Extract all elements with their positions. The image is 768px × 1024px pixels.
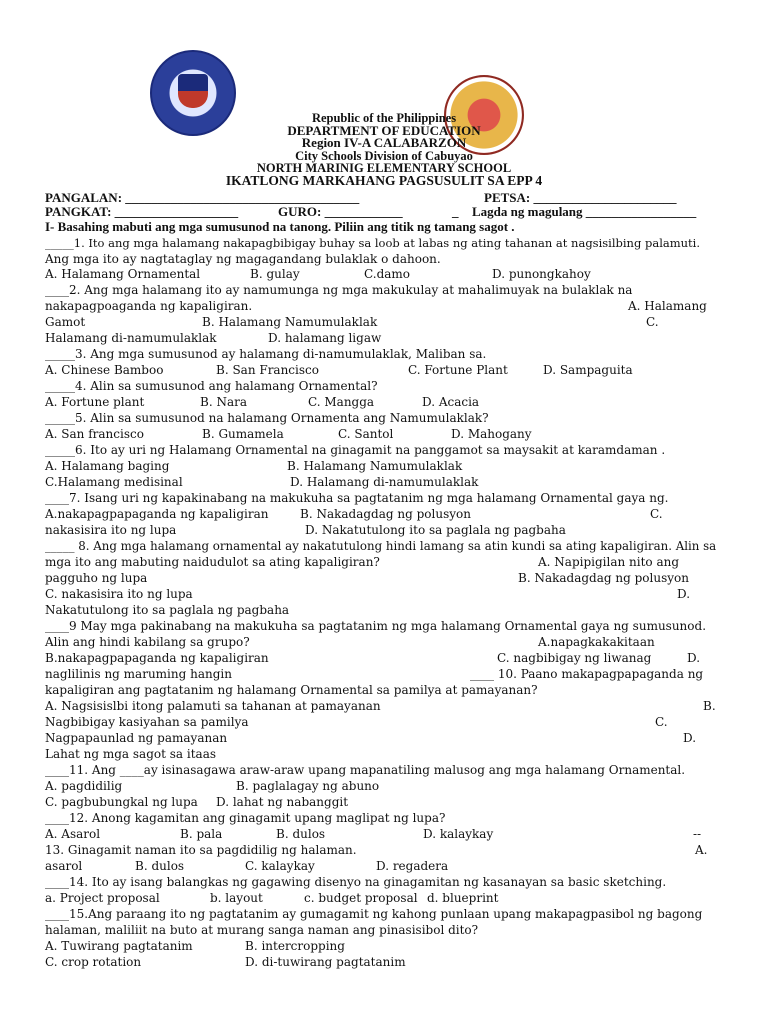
q10-choice-d2: Lahat ng mga sagot sa itaas xyxy=(45,747,217,761)
q7-choice-b: B. Nakadagdag ng polusyon xyxy=(300,507,471,521)
q10-choice-d1: D. xyxy=(683,731,697,745)
q2-line1: ____2. Ang mga halamang ito ay namumunga ng mga makukulay at mahalimuyak na bulaklak na xyxy=(45,283,633,297)
q7-choice-d: D. Nakatutulong ito sa paglala ng pagbaha xyxy=(305,523,566,537)
q4-choice-c: C. Mangga xyxy=(308,395,375,409)
q10-choice-a: A. Nagsisislbi itong palamuti sa tahanan at pamayanan xyxy=(45,699,381,713)
q3-choice-c: C. Fortune Plant xyxy=(408,363,508,377)
q11-choice-b: B. paglalagay ng abuno xyxy=(236,779,380,793)
q4-line1: _____4. Alin sa sumusunod ang halamang Ornamental? xyxy=(45,379,378,393)
division-line: City Schools Division of Cabuyao xyxy=(295,148,473,163)
q8-choice-c: C. nakasisira ito ng lupa xyxy=(45,587,193,601)
q2-choice-a1: A. Halamang xyxy=(628,299,707,313)
q13-choice-d: D. regadera xyxy=(376,859,449,873)
q2-choice-a2: Gamot xyxy=(45,315,86,329)
q15-choice-b: B. intercropping xyxy=(245,939,345,953)
q14-choice-a: a. Project proposal xyxy=(45,891,160,905)
q12-choice-c: B. dulos xyxy=(276,827,326,841)
q8-choice-d2: Nakatutulong ito sa paglala ng pagbaha xyxy=(45,603,290,617)
q5-choice-a: A. San francisco xyxy=(45,427,144,441)
q12-choice-d: D. kalaykay xyxy=(423,827,494,841)
q1-line1: _____1. Ito ang mga halamang nakapagbibigay buhay sa loob at labas ng ating tahanan at nagsisilbing palamuti. xyxy=(45,236,701,250)
q2-choice-b: B. Halamang Namumulaklak xyxy=(202,315,378,329)
q13-choice-b: B. dulos xyxy=(135,859,185,873)
q5-line1: _____5. Alin sa sumusunod na halamang Ornamenta ang Namumulaklak? xyxy=(45,411,489,425)
q1-choice-a: A. Halamang Ornamental xyxy=(45,267,201,281)
q12-choice-a: A. Asarol xyxy=(45,827,101,841)
petsa-field: PETSA: ______________________ xyxy=(484,190,677,205)
q3-choice-a: A. Chinese Bamboo xyxy=(45,363,164,377)
q11-choice-a: A. pagdidilig xyxy=(45,779,123,793)
q14-choice-b: b. layout xyxy=(210,891,263,905)
q10-line2: kapaligiran ang pagtatanim ng halamang Ornamental sa pamilya at pamayanan? xyxy=(45,683,538,697)
q9-choice-d1: D. xyxy=(687,651,701,665)
q8-line3: pagguho ng lupa xyxy=(45,571,148,585)
q10-choice-b2: Nagbibigay kasiyahan sa pamilya xyxy=(45,715,249,729)
q1-choice-c: C.damo xyxy=(364,267,411,281)
q11-choice-c: C. pagbubungkal ng lupa xyxy=(45,795,198,809)
q13-choice-c: C. kalaykay xyxy=(245,859,315,873)
q15-choice-c: C. crop rotation xyxy=(45,955,142,969)
q4-choice-a: A. Fortune plant xyxy=(45,395,145,409)
q2-choice-c2: Halamang di-namumulaklak xyxy=(45,331,217,345)
q3-choice-d: D. Sampaguita xyxy=(543,363,633,377)
exam-title: IKATLONG MARKAHANG PAGSUSULIT SA EPP 4 xyxy=(225,172,543,188)
q5-choice-c: C. Santol xyxy=(338,427,394,441)
q1-choice-d: D. punongkahoy xyxy=(492,267,591,281)
pangkat-field: PANGKAT: ___________________ xyxy=(45,204,239,219)
q13-choice-a2: asarol xyxy=(45,859,83,873)
q10-choice-b1: B. xyxy=(703,699,716,713)
q10-choice-c2: Nagpapaunlad ng pamayanan xyxy=(45,731,228,745)
guro-field: GURO: ____________ xyxy=(278,204,403,219)
lagda-field: Lagda ng magulang _________________ xyxy=(472,204,697,219)
q12-dash: -- xyxy=(693,827,702,841)
q6-line1: _____6. Ito ay uri ng Halamang Ornamental na ginagamit na panggamot sa maysakit at karamdaman . xyxy=(45,443,666,457)
q15-line1: ____15.Ang paraang ito ng pagtatanim ay gumagamit ng kahong punlaan upang makapagpasibol ng bagong xyxy=(45,907,703,921)
q4-choice-d: D. Acacia xyxy=(422,395,480,409)
q10-line1: ____ 10. Paano makapagpapaganda ng xyxy=(470,667,704,681)
q6-choice-d: D. Halamang di-namumulaklak xyxy=(290,475,479,489)
q8-choice-a: A. Napipigilan nito ang xyxy=(538,555,680,569)
q8-line1: _____ 8. Ang mga halamang ornamental ay nakatutulong hindi lamang sa atin kundi sa ating kapaligiran. Alin sa xyxy=(45,539,717,553)
q9-line1: ____9 May mga pakinabang na makukuha sa pagtatanim ng mga halamang Ornamental gaya ng sumusunod. xyxy=(45,619,707,633)
q7-line1: ____7. Isang uri ng kapakinabang na makukuha sa pagtatanim ng mga halamang Ornamental gaya ng. xyxy=(45,491,669,505)
q14-choice-d: d. blueprint xyxy=(427,891,499,905)
q15-choice-d: D. di-tuwirang pagtatanim xyxy=(245,955,406,969)
region-line: Region IV-A CALABARZON xyxy=(301,135,467,150)
republic-line: Republic of the Philippines xyxy=(311,111,457,125)
q9-choice-b: B.nakapagpapaganda ng kapaligiran xyxy=(45,651,269,665)
q15-choice-a: A. Tuwirang pagtatanim xyxy=(45,939,193,953)
q9-choice-c: C. nagbibigay ng liwanag xyxy=(497,651,652,665)
q5-choice-d: D. Mahogany xyxy=(451,427,532,441)
q14-line1: ____14. Ito ay isang balangkas ng gagawing disenyo na ginagamitan ng kasanayan sa basic sketching. xyxy=(45,875,667,889)
pangalan-field: PANGALAN: ____________________________________ xyxy=(45,190,360,205)
school-line: NORTH MARINIG ELEMENTARY SCHOOL xyxy=(256,161,512,175)
q9-choice-a: A.napagkakakitaan xyxy=(538,635,655,649)
q13-choice-a1: A. xyxy=(695,843,708,857)
q11-line1: ____11. Ang ____ay isinasagawa araw-araw upang mapanatiling malusog ang mga halamang Ornamental. xyxy=(45,763,686,777)
q5-choice-b: B. Gumamela xyxy=(202,427,284,441)
q12-line1: ____12. Anong kagamitan ang ginagamit upang maglipat ng lupa? xyxy=(45,811,446,825)
q12-choice-b: B. pala xyxy=(180,827,223,841)
q8-line2: mga ito ang mabuting naidudulot sa ating kapaligiran? xyxy=(45,555,380,569)
guro-tail: _ xyxy=(452,204,459,219)
q7-choice-c1: C. xyxy=(650,507,663,521)
q1-choice-b: B. gulay xyxy=(250,267,300,281)
q2-line2: nakapagpoaganda ng kapaligiran. xyxy=(45,299,253,313)
q9-line2: Alin ang hindi kabilang sa grupo? xyxy=(45,635,250,649)
q4-choice-b: B. Nara xyxy=(200,395,247,409)
q13-line1: 13. Ginagamit naman ito sa pagdidilig ng halaman. xyxy=(45,843,357,857)
q9-choice-d2: naglilinis ng maruming hangin xyxy=(45,667,232,681)
q6-choice-c: C.Halamang medisinal xyxy=(45,475,183,489)
instructions: I- Basahing mabuti ang mga sumusunod na tanong. Piliin ang titik ng tamang sagot . xyxy=(45,219,515,234)
department-line: DEPARTMENT OF EDUCATION xyxy=(287,122,481,138)
q3-line1: _____3. Ang mga sumusunod ay halamang di-namumulaklak, Maliban sa. xyxy=(45,347,487,361)
q8-choice-b: B. Nakadagdag ng polusyon xyxy=(518,571,689,585)
q7-choice-a: A.nakapagpapaganda ng kapaligiran xyxy=(45,507,269,521)
q2-choice-c1: C. xyxy=(646,315,659,329)
q14-choice-c: c. budget proposal xyxy=(304,891,418,905)
q7-choice-c2: nakasisira ito ng lupa xyxy=(45,523,177,537)
q11-choice-d: D. lahat ng nabanggit xyxy=(216,795,349,809)
document-header xyxy=(0,112,768,187)
q15-line2: halaman, maliliit na buto at murang sanga naman ang pinasisibol dito? xyxy=(45,923,479,937)
q6-choice-a: A. Halamang baging xyxy=(45,459,170,473)
q3-choice-b: B. San Francisco xyxy=(216,363,319,377)
q2-choice-d: D. halamang ligaw xyxy=(268,331,382,345)
q10-choice-c1: C. xyxy=(655,715,668,729)
q8-choice-d1: D. xyxy=(677,587,691,601)
q6-choice-b: B. Halamang Namumulaklak xyxy=(287,459,463,473)
q1-line2: Ang mga ito ay nagtataglay ng magagandang bulaklak o dahoon. xyxy=(45,252,441,266)
